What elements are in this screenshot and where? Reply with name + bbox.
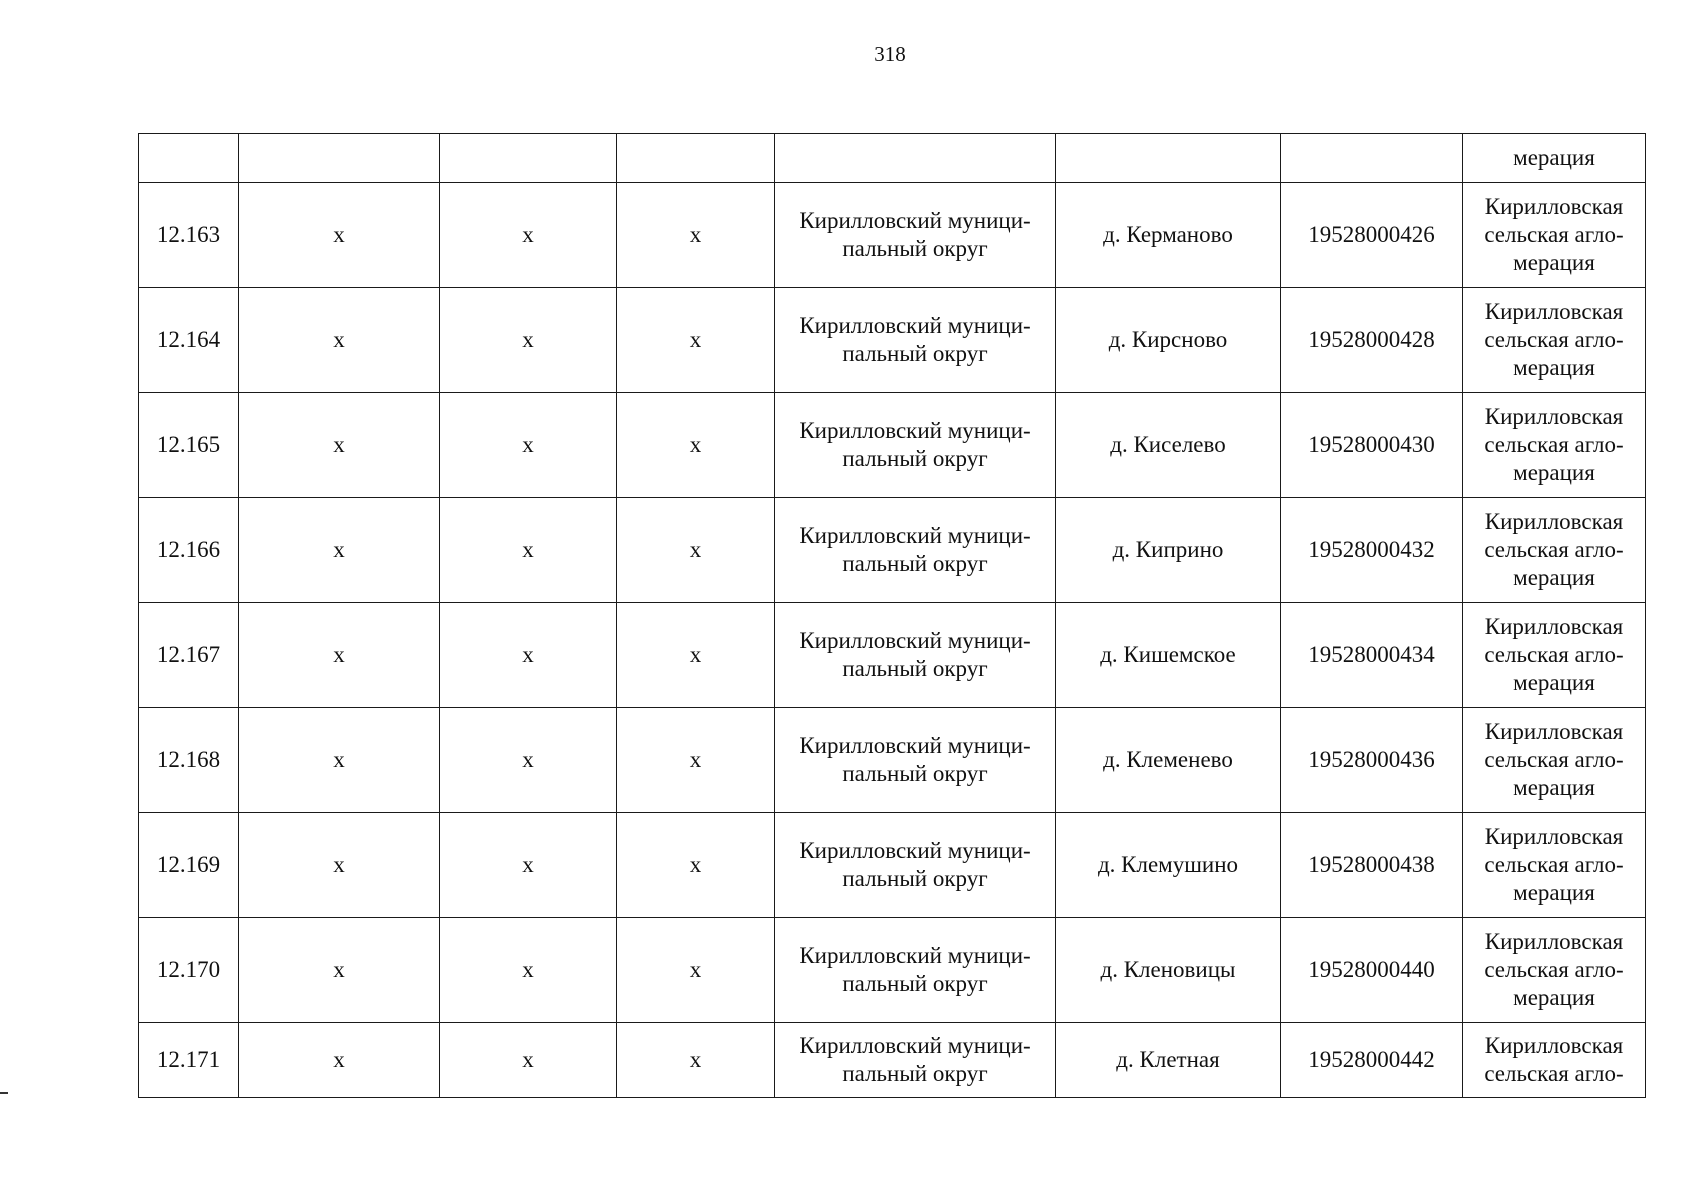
cell-col-2-mark: х	[239, 1023, 440, 1098]
cell-col-2-mark: х	[239, 393, 440, 498]
cell-col-4-mark: х	[617, 708, 775, 813]
cell-col-4-mark: х	[617, 918, 775, 1023]
cell-settlement-name: д. Кирсново	[1056, 288, 1281, 393]
table-row	[139, 603, 1646, 708]
cell-col-3-mark: х	[440, 183, 617, 288]
cell-col-3-mark: х	[440, 813, 617, 918]
cell-agglomeration: Кирилловская сельская агло- мерация	[1463, 183, 1646, 288]
cell-oktmo-code: 19528000430	[1281, 393, 1463, 498]
cell-col-3-mark: х	[440, 498, 617, 603]
cell-col-4-mark: х	[617, 393, 775, 498]
cell-agglomeration: Кирилловская сельская агло- мерация	[1463, 603, 1646, 708]
cell-oktmo-code: 19528000436	[1281, 708, 1463, 813]
cell-col-2-mark	[239, 134, 440, 183]
cell-row-number: 12.166	[139, 498, 239, 603]
cell-row-number: 12.171	[139, 1023, 239, 1098]
cell-agglomeration: мерация	[1463, 134, 1646, 183]
table-row	[139, 813, 1646, 918]
cell-agglomeration: Кирилловская сельская агло- мерация	[1463, 393, 1646, 498]
table-row	[139, 288, 1646, 393]
cell-col-2-mark: х	[239, 603, 440, 708]
cell-oktmo-code	[1281, 134, 1463, 183]
cell-row-number: 12.163	[139, 183, 239, 288]
cell-oktmo-code: 19528000438	[1281, 813, 1463, 918]
cell-municipal-district: Кирилловский муници- пальный округ	[775, 1023, 1056, 1098]
cell-settlement-name: д. Клетная	[1056, 1023, 1281, 1098]
cell-municipal-district: Кирилловский муници- пальный округ	[775, 603, 1056, 708]
cell-agglomeration: Кирилловская сельская агло-	[1463, 1023, 1646, 1098]
cell-col-2-mark: х	[239, 183, 440, 288]
cell-oktmo-code: 19528000440	[1281, 918, 1463, 1023]
cell-col-3-mark: х	[440, 1023, 617, 1098]
cell-col-4-mark: х	[617, 498, 775, 603]
cell-row-number: 12.168	[139, 708, 239, 813]
cell-municipal-district	[775, 134, 1056, 183]
cell-agglomeration: Кирилловская сельская агло- мерация	[1463, 288, 1646, 393]
cell-settlement-name: д. Кишемское	[1056, 603, 1281, 708]
table-row	[139, 393, 1646, 498]
table-body	[139, 134, 1646, 1098]
cell-oktmo-code: 19528000428	[1281, 288, 1463, 393]
cell-municipal-district: Кирилловский муници- пальный округ	[775, 813, 1056, 918]
cell-municipal-district: Кирилловский муници- пальный округ	[775, 498, 1056, 603]
cell-settlement-name	[1056, 134, 1281, 183]
table-row	[139, 1023, 1646, 1098]
cell-oktmo-code: 19528000442	[1281, 1023, 1463, 1098]
cell-municipal-district: Кирилловский муници- пальный округ	[775, 393, 1056, 498]
cell-settlement-name: д. Клеменево	[1056, 708, 1281, 813]
cell-col-3-mark: х	[440, 393, 617, 498]
cell-col-4-mark: х	[617, 813, 775, 918]
cell-agglomeration: Кирилловская сельская агло- мерация	[1463, 813, 1646, 918]
cell-municipal-district: Кирилловский муници- пальный округ	[775, 288, 1056, 393]
cell-col-3-mark: х	[440, 708, 617, 813]
table-row	[139, 498, 1646, 603]
cell-oktmo-code: 19528000434	[1281, 603, 1463, 708]
cell-agglomeration: Кирилловская сельская агло- мерация	[1463, 918, 1646, 1023]
cell-row-number: 12.164	[139, 288, 239, 393]
cell-municipal-district: Кирилловский муници- пальный округ	[775, 918, 1056, 1023]
cell-col-2-mark: х	[239, 813, 440, 918]
cell-agglomeration: Кирилловская сельская агло- мерация	[1463, 708, 1646, 813]
cell-agglomeration: Кирилловская сельская агло- мерация	[1463, 498, 1646, 603]
cell-row-number: 12.170	[139, 918, 239, 1023]
cell-col-3-mark	[440, 134, 617, 183]
cell-col-2-mark: х	[239, 708, 440, 813]
cell-col-4-mark	[617, 134, 775, 183]
cell-row-number: 12.167	[139, 603, 239, 708]
cell-col-4-mark: х	[617, 603, 775, 708]
cell-settlement-name: д. Киприно	[1056, 498, 1281, 603]
cell-settlement-name: д. Кленовицы	[1056, 918, 1281, 1023]
cell-settlement-name: д. Керманово	[1056, 183, 1281, 288]
cell-row-number: 12.169	[139, 813, 239, 918]
table-row	[139, 183, 1646, 288]
cell-row-number	[139, 134, 239, 183]
table-row	[139, 918, 1646, 1023]
cell-col-2-mark: х	[239, 288, 440, 393]
cell-oktmo-code: 19528000426	[1281, 183, 1463, 288]
cell-row-number: 12.165	[139, 393, 239, 498]
cell-col-4-mark: х	[617, 1023, 775, 1098]
cell-oktmo-code: 19528000432	[1281, 498, 1463, 603]
cell-col-2-mark: х	[239, 498, 440, 603]
cell-col-4-mark: х	[617, 183, 775, 288]
cell-municipal-district: Кирилловский муници- пальный округ	[775, 183, 1056, 288]
margin-mark	[0, 1092, 8, 1094]
settlements-table	[138, 133, 1646, 1098]
cell-settlement-name: д. Клемушино	[1056, 813, 1281, 918]
table-row	[139, 708, 1646, 813]
cell-col-3-mark: х	[440, 603, 617, 708]
table-row-carry-over	[139, 134, 1646, 183]
cell-col-3-mark: х	[440, 918, 617, 1023]
cell-municipal-district: Кирилловский муници- пальный округ	[775, 708, 1056, 813]
cell-settlement-name: д. Киселево	[1056, 393, 1281, 498]
cell-col-2-mark: х	[239, 918, 440, 1023]
page-number: 318	[874, 42, 906, 66]
cell-col-4-mark: х	[617, 288, 775, 393]
cell-col-3-mark: х	[440, 288, 617, 393]
